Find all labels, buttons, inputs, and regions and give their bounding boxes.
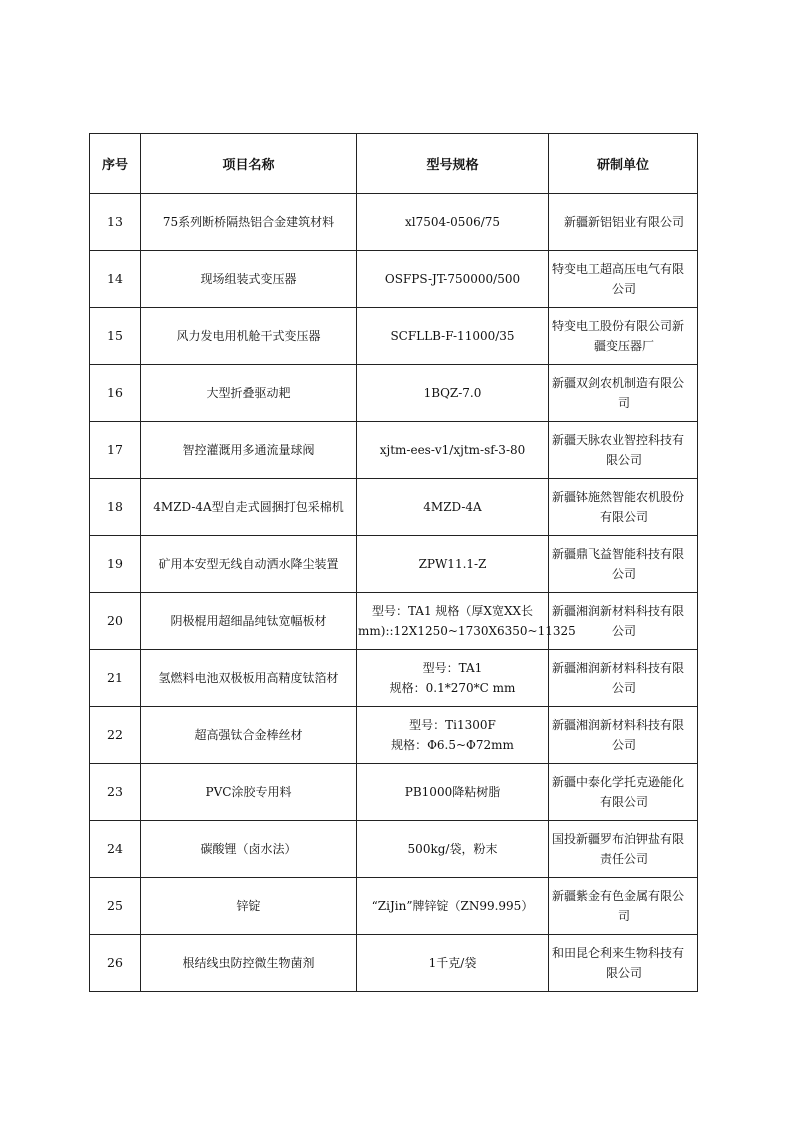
cell-unit: [549, 194, 698, 251]
cell-unit: [549, 707, 698, 764]
cell-index: 19: [90, 536, 141, 593]
header-index: 序号: [90, 134, 141, 194]
spec-line: 型号：TA1: [422, 661, 483, 675]
unit-line: 新疆新铝铝业有限公司: [563, 215, 684, 229]
unit-line: 有限公司: [599, 510, 648, 524]
cell-unit: [549, 479, 698, 536]
table-row: [90, 365, 698, 422]
spec-line: ZPW11.1-Z: [418, 557, 487, 571]
table-row: [90, 707, 698, 764]
unit-line: 公司: [611, 681, 636, 695]
cell-index: 17: [90, 422, 141, 479]
cell-project-name: 75系列断桥隔热铝合金建筑材料: [141, 194, 357, 251]
header-unit: 研制单位: [549, 134, 698, 194]
spec-line: 4MZD-4A: [423, 500, 482, 514]
cell-project-name: 阴极棍用超细晶纯钛宽幅板材: [141, 593, 357, 650]
cell-project-name: 矿用本安型无线自动洒水降尘装置: [141, 536, 357, 593]
table-row: [90, 935, 698, 992]
unit-line: 和田昆仑利来生物科技有: [552, 946, 685, 960]
cell-unit: [549, 764, 698, 821]
cell-index: 14: [90, 251, 141, 308]
unit-line: 公司: [611, 738, 636, 752]
cell-unit: [549, 422, 698, 479]
cell-spec: [357, 650, 549, 707]
unit-line: 限公司: [605, 453, 642, 467]
table-row: [90, 821, 698, 878]
spec-line: mm)::12X1250~1730X6350~11325: [358, 624, 576, 638]
unit-line: 司: [617, 909, 630, 923]
cell-project-name: 碳酸锂（卤水法）: [141, 821, 357, 878]
cell-spec: [357, 878, 549, 935]
cell-spec: [357, 194, 549, 251]
unit-line: 新疆湘润新材料科技有限: [552, 661, 685, 675]
table-row: [90, 479, 698, 536]
cell-spec: [357, 251, 549, 308]
cell-unit: [549, 365, 698, 422]
cell-index: 15: [90, 308, 141, 365]
cell-index: 23: [90, 764, 141, 821]
unit-line: 新疆天脉农业智控科技有: [552, 433, 685, 447]
cell-project-name: 根结线虫防控微生物菌剂: [141, 935, 357, 992]
cell-unit: [549, 308, 698, 365]
cell-project-name: 锌锭: [141, 878, 357, 935]
cell-unit: [549, 821, 698, 878]
table-row: [90, 764, 698, 821]
spec-line: 1BQZ-7.0: [423, 386, 482, 400]
cell-spec: [357, 422, 549, 479]
spec-line: xl7504-0506/75: [404, 215, 501, 229]
cell-index: 16: [90, 365, 141, 422]
unit-line: 特变电工超高压电气有限: [552, 262, 685, 276]
cell-spec: [357, 593, 576, 650]
cell-spec: [357, 821, 549, 878]
cell-spec: [357, 365, 549, 422]
cell-index: 20: [90, 593, 141, 650]
table-row: [90, 422, 698, 479]
table-row: [90, 251, 698, 308]
cell-spec: [357, 308, 549, 365]
table-row: [90, 194, 698, 251]
cell-index: 21: [90, 650, 141, 707]
cell-project-name: PVC涂胶专用料: [141, 764, 357, 821]
cell-index: 26: [90, 935, 141, 992]
cell-spec: [357, 707, 549, 764]
spec-line: 500kg/袋，粉末: [407, 842, 498, 856]
unit-line: 新疆中泰化学托克逊能化: [552, 775, 685, 789]
unit-line: 新疆紫金有色金属有限公: [552, 889, 685, 903]
cell-spec: [357, 479, 549, 536]
spec-line: 规格：Φ6.5~Φ72mm: [391, 738, 514, 752]
unit-line: 新疆双剑农机制造有限公: [552, 376, 685, 390]
cell-index: 22: [90, 707, 141, 764]
table-row: [90, 536, 698, 593]
table-row: [90, 308, 698, 365]
unit-line: 有限公司: [599, 795, 648, 809]
cell-project-name: 4MZD-4A型自走式圆捆打包采棉机: [141, 479, 357, 536]
header-name: 项目名称: [141, 134, 357, 194]
spec-line: OSFPS-JT-750000/500: [384, 272, 521, 286]
unit-line: 公司: [611, 624, 636, 638]
cell-project-name: 风力发电用机舱干式变压器: [141, 308, 357, 365]
cell-index: 24: [90, 821, 141, 878]
cell-project-name: 氢燃料电池双极板用高精度钛箔材: [141, 650, 357, 707]
cell-project-name: 大型折叠驱动耙: [141, 365, 357, 422]
table-header-row: [90, 134, 698, 194]
cell-project-name: 现场组装式变压器: [141, 251, 357, 308]
cell-unit: [549, 536, 698, 593]
cell-project-name: 智控灌溉用多通流量球阀: [141, 422, 357, 479]
cell-unit: [549, 935, 698, 992]
unit-line: 责任公司: [599, 852, 648, 866]
spec-line: SCFLLB-F-11000/35: [390, 329, 515, 343]
unit-line: 特变电工股份有限公司新: [552, 319, 685, 333]
unit-line: 新疆湘润新材料科技有限: [552, 604, 685, 618]
spec-line: PB1000降粘树脂: [404, 785, 501, 799]
unit-line: 新疆钵施然智能农机股份: [552, 490, 685, 504]
cell-unit: [549, 650, 698, 707]
unit-line: 疆变压器厂: [593, 339, 654, 353]
cell-unit: [549, 878, 698, 935]
table-row: [90, 650, 698, 707]
cell-unit: [549, 593, 698, 650]
spec-line: 型号：TA1 规格（厚X宽XX长: [371, 604, 534, 618]
cell-index: 18: [90, 479, 141, 536]
spec-line: 规格：0.1*270*C mm: [389, 681, 516, 695]
table-body: [90, 194, 698, 992]
cell-index: 13: [90, 194, 141, 251]
unit-line: 公司: [611, 282, 636, 296]
unit-line: 限公司: [605, 966, 642, 980]
cell-spec: [357, 764, 549, 821]
spec-line: 型号：Ti1300F: [409, 718, 496, 732]
table-row: [90, 878, 698, 935]
unit-line: 国投新疆罗布泊钾盐有限: [552, 832, 685, 846]
unit-line: 新疆湘润新材料科技有限: [552, 718, 685, 732]
cell-project-name: 超高强钛合金棒丝材: [141, 707, 357, 764]
unit-line: 司: [617, 396, 630, 410]
cell-spec: [357, 935, 549, 992]
table-row: [90, 593, 698, 650]
project-table: [89, 133, 698, 992]
unit-line: 公司: [611, 567, 636, 581]
cell-index: 25: [90, 878, 141, 935]
spec-line: “ZiJin”牌锌锭（ZN99.995）: [371, 899, 534, 913]
unit-line: 新疆鼎飞益智能科技有限: [552, 547, 685, 561]
spec-line: xjtm-ees-v1/xjtm-sf-3-80: [379, 443, 526, 457]
spec-line: 1千克/袋: [428, 956, 477, 970]
cell-spec: [357, 536, 549, 593]
cell-unit: [549, 251, 698, 308]
header-spec: 型号规格: [357, 134, 549, 194]
